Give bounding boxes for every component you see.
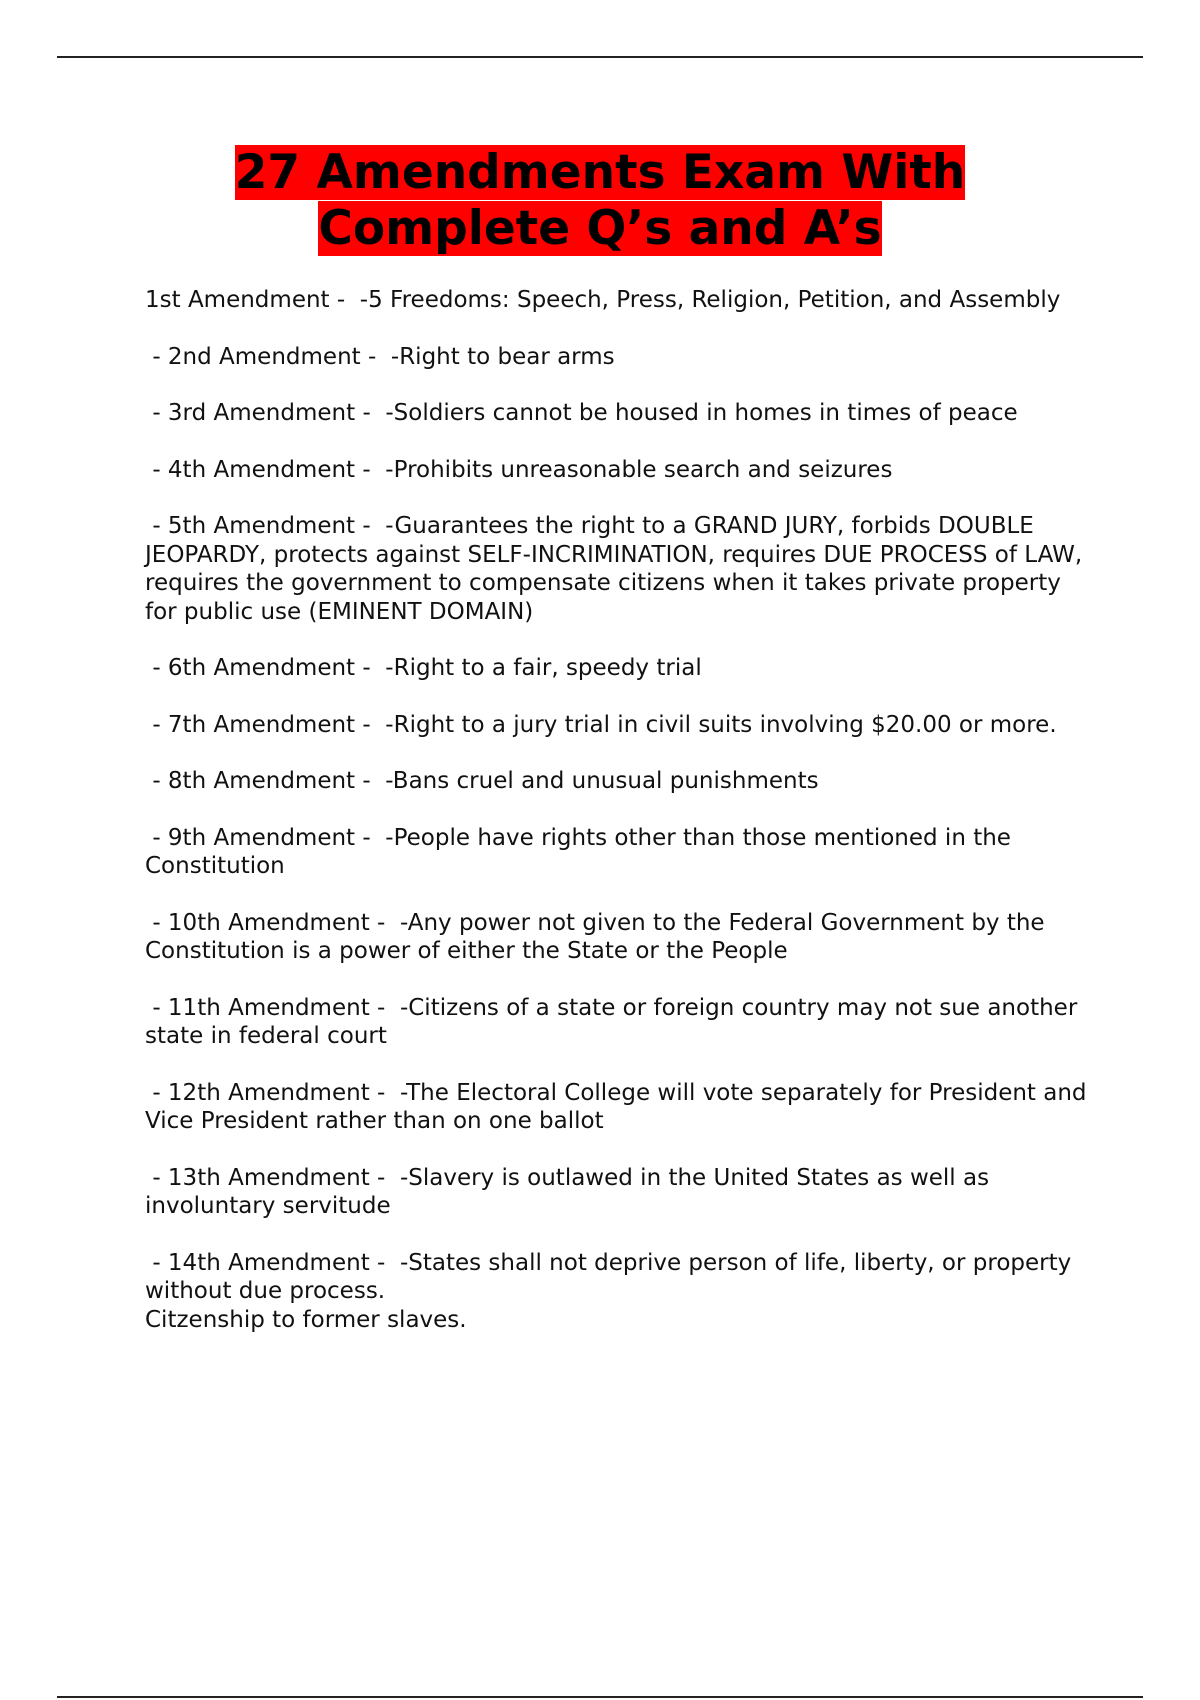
- title-line-2: Complete Q’s and A’s: [318, 201, 882, 256]
- amendment-5: - 5th Amendment - -Guarantees the right to a GRAND JURY, forbids DOUBLE JEOPARDY, protects against SELF-INCRIMINATION, requires DUE PROCESS of LAW, requires the government to compensate citizens when it takes private property for public use (EMINENT DOMAIN): [145, 513, 1090, 625]
- header-rule: [57, 56, 1143, 58]
- footer-rule: [57, 1696, 1143, 1698]
- amendment-4: - 4th Amendment - -Prohibits unreasonable search and seizures: [145, 456, 893, 483]
- amendment-1: 1st Amendment - -5 Freedoms: Speech, Press, Religion, Petition, and Assembly: [145, 287, 1061, 313]
- amendment-8: - 8th Amendment - -Bans cruel and unusual punishments: [145, 768, 819, 794]
- amendment-12: - 12th Amendment - -The Electoral College will vote separately for President and Vice President rather than on one ballot: [145, 1079, 1094, 1134]
- amendment-7: - 7th Amendment - -Right to a jury trial in civil suits involving $20.00 or more.: [145, 711, 1057, 738]
- document-title: [0, 145, 1200, 257]
- amendment-13: - 13th Amendment - -Slavery is outlawed in the United States as well as involuntary servitude: [145, 1164, 997, 1219]
- amendment-2: - 2nd Amendment - -Right to bear arms: [145, 343, 615, 370]
- amendment-14: - 14th Amendment - -States shall not deprive person of life, liberty, or property without due process. Citzenship to former slaves.: [145, 1249, 1072, 1333]
- amendment-11: - 11th Amendment - -Citizens of a state or foreign country may not sue another state in federal court: [145, 994, 1085, 1049]
- amendment-10: - 10th Amendment - -Any power not given to the Federal Government by the Constitution is a power of either the State or the People: [145, 909, 1052, 964]
- title-line-1: 27 Amendments Exam With: [234, 145, 966, 200]
- amendment-list: [145, 286, 1094, 1362]
- amendment-9: - 9th Amendment - -People have rights other than those mentioned in the Constitution: [145, 824, 1019, 879]
- amendment-3: - 3rd Amendment - -Soldiers cannot be housed in homes in times of peace: [145, 400, 1018, 426]
- amendment-6: - 6th Amendment - -Right to a fair, speedy trial: [145, 655, 702, 681]
